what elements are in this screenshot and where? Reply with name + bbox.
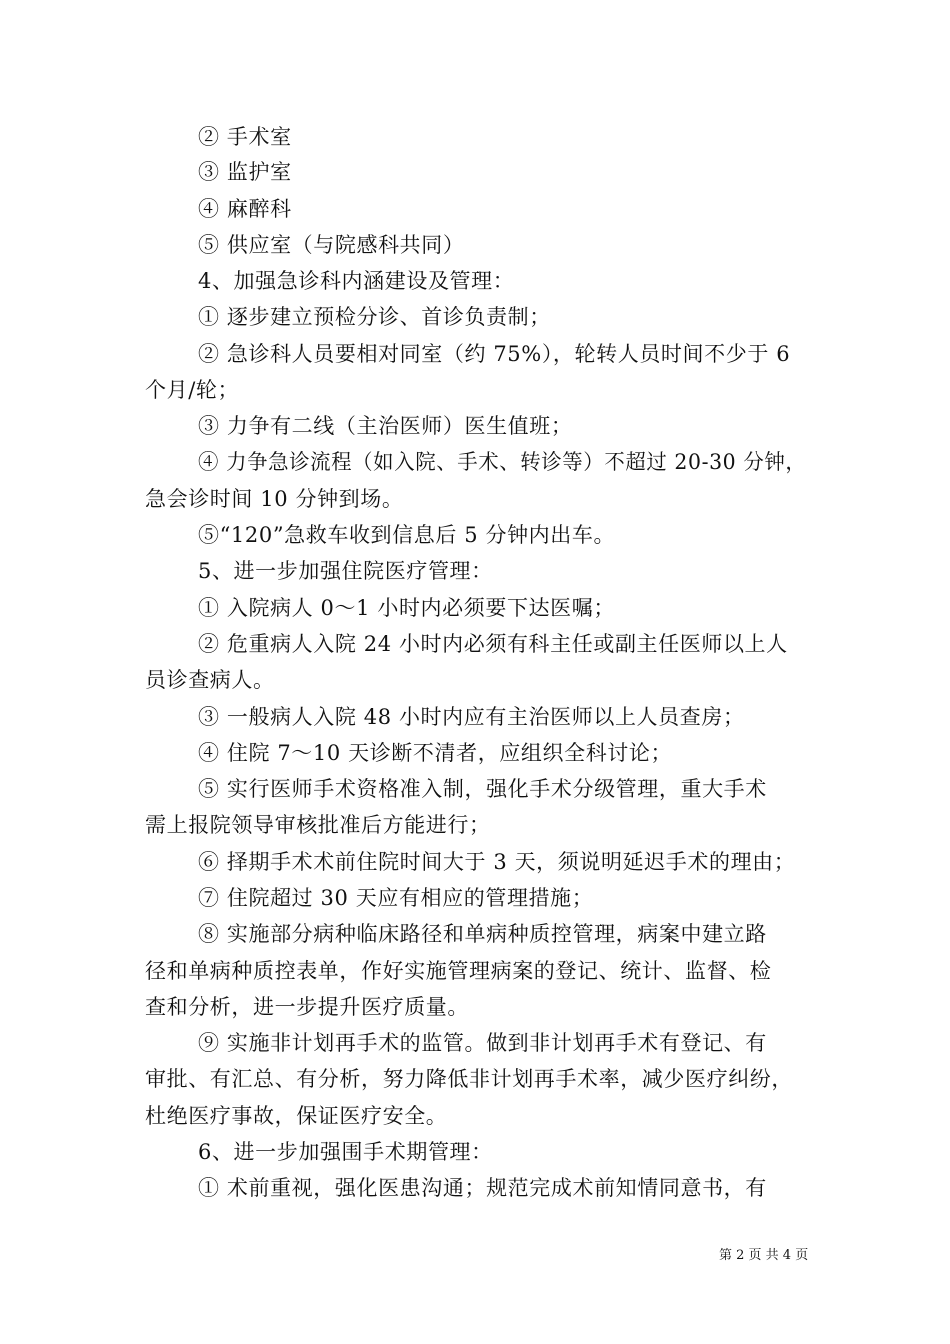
body-line-7: ② 急诊科人员要相对同室（约 75%），轮转人员时间不少于 6 (198, 342, 791, 366)
body-line-5: 4、加强急诊科内涵建设及管理： (198, 269, 515, 293)
body-line-24: 径和单病种质控表单，作好实施管理病案的登记、统计、监督、检 (145, 959, 772, 983)
body-line-18: ④ 住院 7～10 天诊断不清者，应组织全科讨论； (198, 741, 673, 765)
body-line-4: ⑤ 供应室（与院感科共同） (198, 233, 465, 257)
body-line-11: 急会诊时间 10 分钟到场。 (145, 487, 404, 511)
body-line-29: 6、进一步加强围手术期管理： (198, 1140, 493, 1164)
body-line-19: ⑤ 实行医师手术资格准入制，强化手术分级管理，重大手术 (198, 777, 767, 801)
body-line-26: ⑨ 实施非计划再手术的监管。做到非计划再手术有登记、有 (198, 1031, 767, 1055)
body-line-23: ⑧ 实施部分病种临床路径和单病种质控管理，病案中建立路 (198, 922, 767, 946)
body-line-3: ④ 麻醉科 (198, 197, 292, 221)
body-line-8: 个月/轮； (145, 378, 240, 402)
body-line-1: ② 手术室 (198, 125, 292, 149)
body-line-20: 需上报院领导审核批准后方能进行； (145, 813, 491, 837)
body-line-17: ③ 一般病人入院 48 小时内应有主治医师以上人员查房； (198, 705, 745, 729)
body-line-13: 5、进一步加强住院医疗管理： (198, 559, 493, 583)
body-line-30: ① 术前重视，强化医患沟通；规范完成术前知情同意书，有 (198, 1176, 767, 1200)
body-line-27: 审批、有汇总、有分析，努力降低非计划再手术率，减少医疗纠纷， (145, 1067, 793, 1091)
body-line-28: 杜绝医疗事故，保证医疗安全。 (145, 1104, 448, 1128)
body-line-6: ① 逐步建立预检分诊、首诊负责制； (198, 305, 551, 329)
body-line-2: ③ 监护室 (198, 160, 292, 184)
body-line-16: 员诊查病人。 (145, 668, 275, 692)
body-line-22: ⑦ 住院超过 30 天应有相应的管理措施； (198, 886, 594, 910)
body-line-9: ③ 力争有二线（主治医师）医生值班； (198, 414, 573, 438)
body-line-15: ② 危重病人入院 24 小时内必须有科主任或副主任医师以上人 (198, 632, 788, 656)
page-number-footer: 第 2 页 共 4 页 (719, 1248, 809, 1263)
body-line-21: ⑥ 择期手术术前住院时间大于 3 天，须说明延迟手术的理由； (198, 850, 796, 874)
body-line-14: ① 入院病人 0～1 小时内必须要下达医嘱； (198, 596, 615, 620)
body-line-25: 查和分析，进一步提升医疗质量。 (145, 995, 469, 1019)
body-line-10: ④ 力争急诊流程（如入院、手术、转诊等）不超过 20-30 分钟， (198, 450, 807, 474)
body-line-12: ⑤“120”急救车收到信息后 5 分钟内出车。 (198, 523, 616, 547)
